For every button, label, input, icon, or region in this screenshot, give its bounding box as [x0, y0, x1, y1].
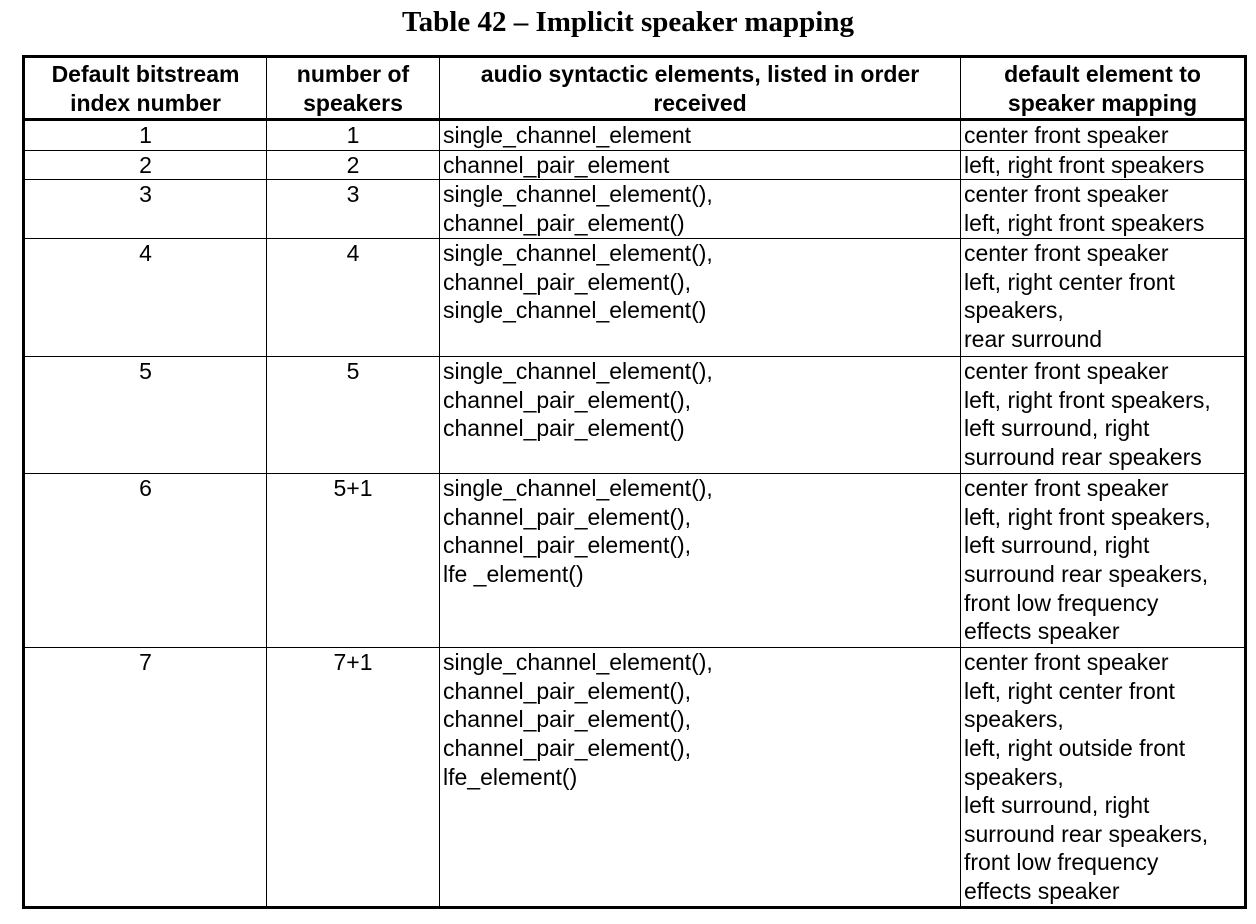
- cell-elements: single_channel_element(), channel_pair_element(), channel_pair_element(), lfe _element(): [440, 474, 961, 648]
- cell-speakers: 2: [267, 150, 440, 180]
- cell-speakers: 1: [267, 120, 440, 151]
- table-row: [24, 150, 1246, 180]
- table-row: [24, 474, 1246, 648]
- header-mapping: default element to speaker mapping: [961, 57, 1246, 120]
- cell-elements: channel_pair_element: [440, 150, 961, 180]
- cell-index: 6: [24, 474, 267, 648]
- cell-mapping: center front speaker left, right front speakers, left surround, right surround rear speakers: [961, 357, 1246, 474]
- cell-elements: single_channel_element(), channel_pair_element(), channel_pair_element(): [440, 357, 961, 474]
- cell-speakers: 4: [267, 239, 440, 357]
- table-caption: Table 42 – Implicit speaker mapping: [402, 6, 854, 38]
- header-index: Default bitstream index number: [24, 57, 267, 120]
- cell-elements: single_channel_element(), channel_pair_element(), channel_pair_element(), channel_pair_element(), lfe_element(): [440, 648, 961, 907]
- cell-mapping: left, right front speakers: [961, 150, 1246, 180]
- cell-mapping: center front speaker left, right front speakers, left surround, right surround rear speakers, front low frequency effects speaker: [961, 474, 1246, 648]
- cell-mapping: center front speaker: [961, 120, 1246, 151]
- table-row: [24, 357, 1246, 474]
- header-elements: audio syntactic elements, listed in order received: [440, 57, 961, 120]
- cell-index: 3: [24, 180, 267, 239]
- cell-index: 4: [24, 239, 267, 357]
- cell-speakers: 5: [267, 357, 440, 474]
- cell-mapping: center front speaker left, right front speakers: [961, 180, 1246, 239]
- cell-index: 5: [24, 357, 267, 474]
- table-row: [24, 180, 1246, 239]
- cell-index: 1: [24, 120, 267, 151]
- header-speakers: number of speakers: [267, 57, 440, 120]
- cell-elements: single_channel_element(), channel_pair_element(), single_channel_element(): [440, 239, 961, 357]
- cell-elements: single_channel_element(), channel_pair_element(): [440, 180, 961, 239]
- cell-index: 7: [24, 648, 267, 907]
- cell-elements: single_channel_element: [440, 120, 961, 151]
- table-row: [24, 648, 1246, 907]
- cell-mapping: center front speaker left, right center front speakers, rear surround: [961, 239, 1246, 357]
- cell-speakers: 5+1: [267, 474, 440, 648]
- table-row: [24, 239, 1246, 357]
- cell-speakers: 3: [267, 180, 440, 239]
- speaker-mapping-table: [22, 55, 1247, 909]
- cell-mapping: center front speaker left, right center front speakers, left, right outside front speakers, left surround, right surround rear speakers, front low frequency effects speaker: [961, 648, 1246, 907]
- header-row: [24, 57, 1246, 120]
- cell-index: 2: [24, 150, 267, 180]
- table-row: [24, 120, 1246, 151]
- cell-speakers: 7+1: [267, 648, 440, 907]
